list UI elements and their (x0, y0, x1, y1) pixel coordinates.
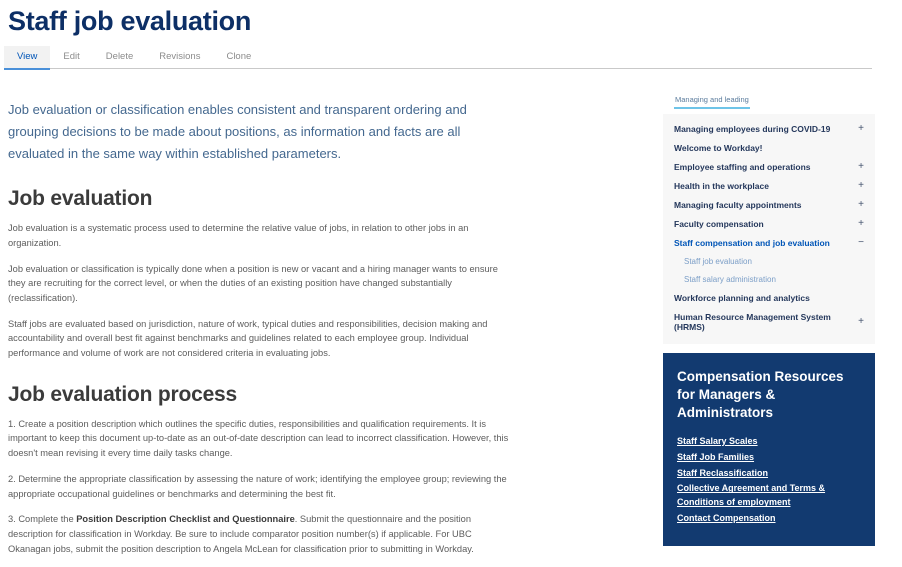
process-step-2: 2. Determine the appropriate classification by assessing the nature of work; identifying the employee group; reviewing the appropriate occupational guidelines or benchmarks and determining the best fit. (8, 473, 507, 499)
plus-icon[interactable]: + (858, 179, 864, 191)
admin-tab-bar (4, 46, 872, 69)
link-collective-agreement-terms[interactable]: Collective Agreement and Terms & Conditions of employment (677, 483, 826, 508)
process-step-3-bold-phrase: Position Description Checklist and Questionnaire (76, 514, 295, 525)
sidebar-item-label: Staff compensation and job evaluation (674, 237, 830, 248)
process-step-1: 1. Create a position description which outlines the specific duties, responsibilities and qualification requirements. It is important to keep this document up-to-date as an out-of-date description can lead to incorrect classification. However, this doesn't mean revising it every time daily tasks change. (8, 418, 509, 459)
process-step-3 (8, 512, 513, 556)
minus-icon[interactable]: − (858, 236, 864, 248)
sidebar-item-managing-faculty-appointments[interactable] (674, 195, 864, 214)
link-staff-job-families[interactable]: Staff Job Families (677, 451, 755, 462)
tab-view[interactable]: View (4, 46, 50, 68)
compensation-resources-box (663, 353, 875, 546)
right-sidebar (663, 89, 875, 567)
sidebar-subitem-staff-salary-administration[interactable] (674, 270, 864, 288)
sidebar-item-staff-compensation-job-evaluation[interactable] (674, 233, 864, 252)
resources-box-heading: Compensation Resources for Managers & Administrators (677, 369, 844, 421)
sidebar-section-label[interactable]: Managing and leading (674, 95, 750, 109)
plus-icon[interactable]: + (858, 315, 864, 327)
process-step-3-prefix: 3. Complete the (8, 514, 77, 525)
job-evaluation-paragraph: Job evaluation is a systematic process used to determine the relative value of jobs, in relation to other jobs in an organization. (8, 223, 469, 248)
plus-icon[interactable]: + (858, 198, 864, 210)
sidebar-item-label: Faculty compensation (674, 218, 764, 229)
sidebar-subitem-staff-job-evaluation[interactable] (674, 252, 864, 270)
content-columns (0, 69, 902, 567)
link-staff-reclassification[interactable]: Staff Reclassification (677, 467, 769, 478)
page-title: Staff job evaluation (8, 6, 252, 36)
tab-delete[interactable]: Delete (105, 51, 134, 62)
process-step-3-suffix: . Submit the questionnaire and the position description for classification in Workday. Be sure to include comparator position number(s) if applicable. For UBC Okanagan jobs, submit the position description to Angela McLean for classification prior to submitting in Workday. (8, 514, 474, 554)
sidebar-item-label: Health in the workplace (674, 180, 769, 191)
article-body (8, 69, 513, 567)
link-staff-salary-scales[interactable]: Staff Salary Scales (677, 435, 758, 446)
tab-clone[interactable]: Clone (226, 51, 252, 62)
job-evaluation-process-heading: Job evaluation process (8, 382, 238, 406)
sidebar-item-employee-staffing[interactable] (674, 157, 864, 176)
sidebar-item-label: Staff job evaluation (684, 256, 752, 266)
sidebar-item-hrms[interactable] (674, 307, 864, 336)
sidebar-item-label: Managing faculty appointments (674, 199, 802, 210)
sidebar-item-label: Employee staffing and operations (674, 161, 811, 172)
sidebar-item-welcome-to-workday[interactable] (674, 138, 864, 157)
sidebar-item-managing-employees-covid[interactable] (674, 119, 864, 138)
sidebar-item-label: Managing employees during COVID-19 (674, 123, 831, 134)
plus-icon[interactable]: + (858, 217, 864, 229)
sidebar-item-label: Workforce planning and analytics (674, 292, 810, 303)
tab-revisions[interactable]: Revisions (159, 51, 201, 62)
job-evaluation-paragraph: Job evaluation or classification is typically done when a position is new or vacant and a hiring manager wants to ensure they are recruiting for the correct level, or when the duties of an existing position have changed substantially (reclassification). (8, 263, 498, 304)
sidebar-nav (663, 114, 875, 344)
sidebar-item-label: Human Resource Management System (HRMS) (674, 311, 831, 332)
intro-paragraph: Job evaluation or classification enables consistent and transparent ordering and grouping decisions to be made about positions, as information and facts are all evaluated in the same way within established parameters. (8, 102, 467, 162)
sidebar-item-health-workplace[interactable] (674, 176, 864, 195)
sidebar-item-faculty-compensation[interactable] (674, 214, 864, 233)
sidebar-item-label: Staff salary administration (684, 274, 776, 284)
sidebar-item-workforce-planning[interactable] (674, 288, 864, 307)
tab-edit[interactable]: Edit (63, 51, 80, 62)
page-header (0, 0, 902, 69)
plus-icon[interactable]: + (858, 122, 864, 134)
plus-icon[interactable]: + (858, 160, 864, 172)
link-contact-compensation[interactable]: Contact Compensation (677, 513, 776, 524)
job-evaluation-heading: Job evaluation (8, 187, 153, 211)
sidebar-item-label: Welcome to Workday! (674, 142, 763, 153)
job-evaluation-paragraph: Staff jobs are evaluated based on jurisdiction, nature of work, typical duties and responsibilities, decision making and accountability and overall best fit against benchmarks and guidelines related to each employee group. Individual performance and volume of work are not considered criteria in evaluating jobs. (8, 318, 488, 359)
